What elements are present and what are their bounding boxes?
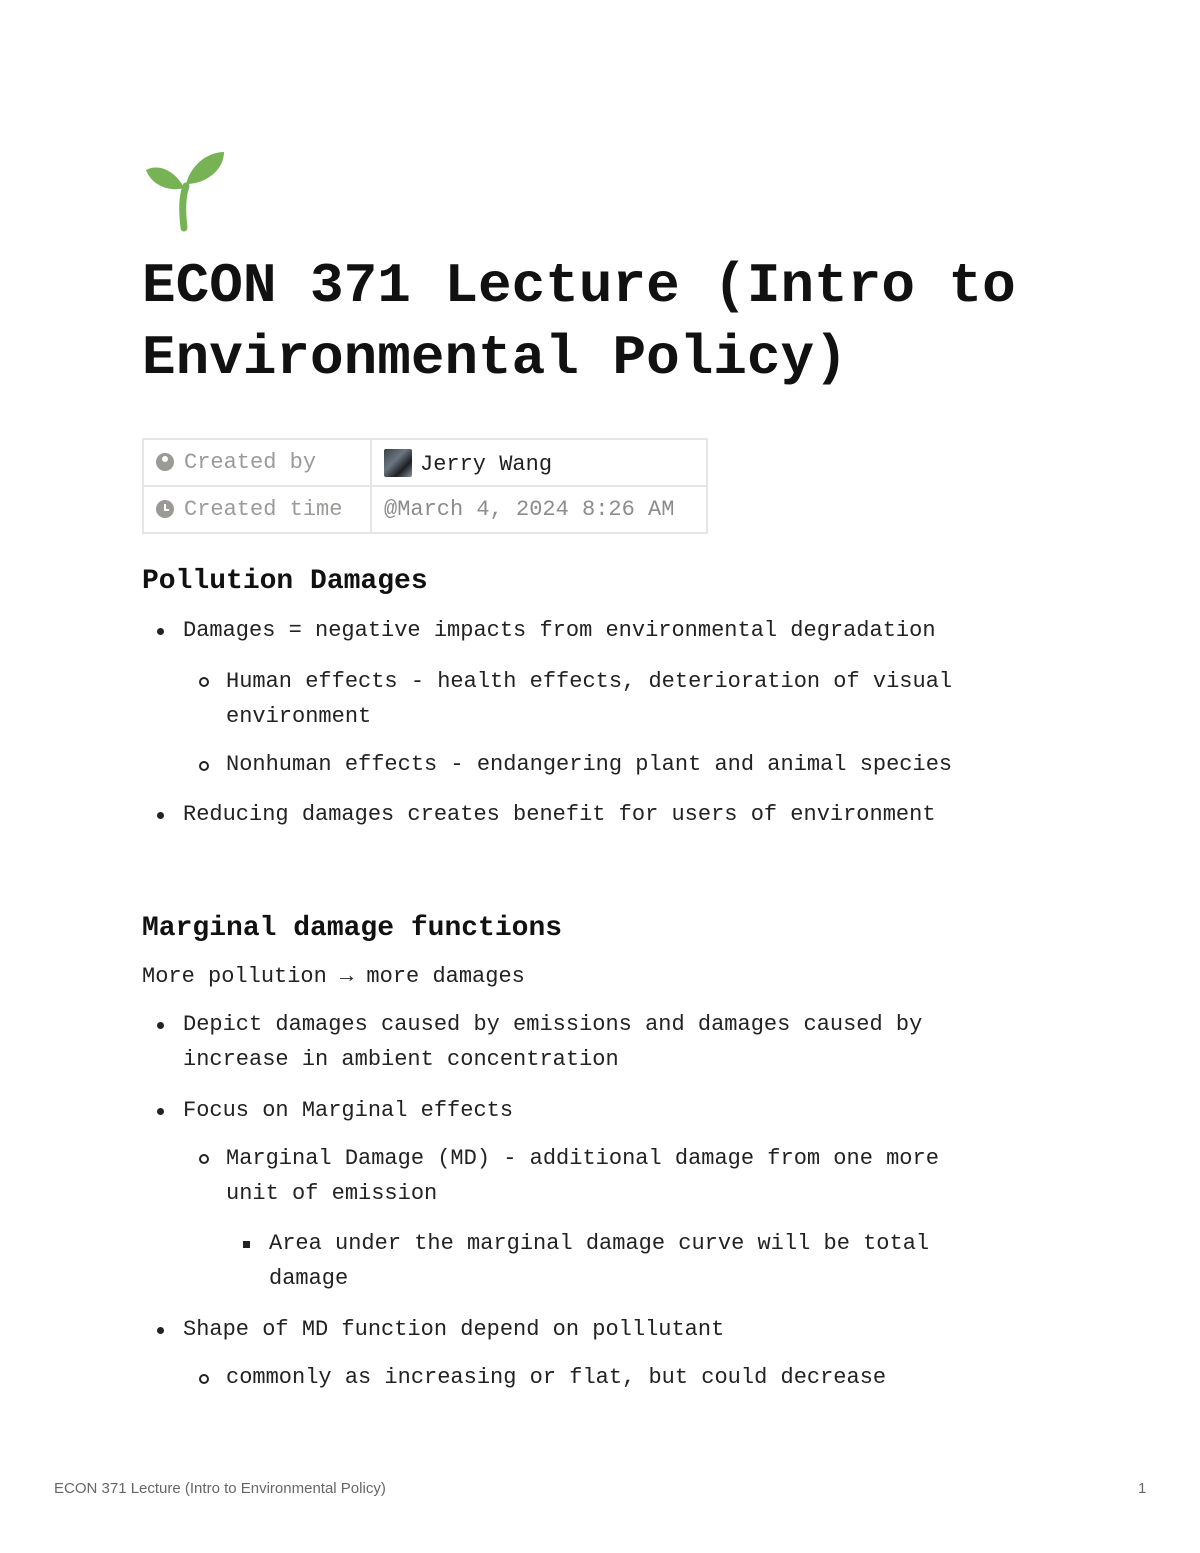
paragraph: More pollution → more damages	[142, 964, 525, 989]
list-item: Reducing damages creates benefit for users of environment	[183, 802, 936, 827]
clock-icon	[156, 500, 174, 518]
list-item: Focus on Marginal effects	[183, 1098, 514, 1123]
property-label: Created time	[184, 497, 343, 522]
bullet-circle	[199, 1154, 209, 1164]
bullet-disc	[157, 628, 164, 635]
section-heading-marginal-damage-functions: Marginal damage functions	[142, 913, 563, 944]
property-name-cell	[143, 486, 371, 533]
list-item: Depict damages caused by emissions and damages caused by	[183, 1012, 923, 1037]
property-value-cell[interactable]	[371, 486, 707, 533]
list-item: Shape of MD function depend on polllutant	[183, 1317, 725, 1342]
page-title: ECON 371 Lecture (Intro to Environmental Policy)	[142, 254, 1016, 390]
created-time: @March 4, 2024 8:26 AM	[384, 497, 675, 522]
list-item: Marginal Damage (MD) - additional damage from one more	[226, 1146, 939, 1171]
footer-page-number: 1	[1138, 1480, 1147, 1497]
list-item-continuation: unit of emission	[226, 1181, 438, 1206]
bullet-circle	[199, 1374, 209, 1384]
property-value-cell[interactable]	[371, 439, 707, 486]
seedling-icon	[144, 148, 228, 232]
footer-doc-title: ECON 371 Lecture (Intro to Environmental Policy)	[54, 1480, 386, 1497]
bullet-disc	[157, 1327, 164, 1334]
properties-table	[142, 438, 708, 534]
property-row	[143, 486, 707, 533]
list-item: Nonhuman effects - endangering plant and animal species	[226, 752, 953, 777]
list-item-continuation: increase in ambient concentration	[183, 1047, 619, 1072]
list-item: Area under the marginal damage curve will be total	[269, 1231, 930, 1256]
creator-name: Jerry Wang	[420, 451, 553, 477]
property-name-cell	[143, 439, 371, 486]
bullet-circle	[199, 677, 209, 687]
bullet-square	[243, 1241, 250, 1248]
list-item: commonly as increasing or flat, but could decrease	[226, 1365, 887, 1390]
list-item-continuation: damage	[269, 1266, 349, 1291]
avatar	[384, 449, 412, 477]
bullet-disc	[157, 1022, 164, 1029]
user-icon	[156, 453, 174, 471]
bullet-disc	[157, 1108, 164, 1115]
list-item: Damages = negative impacts from environmental degradation	[183, 618, 936, 643]
section-heading-pollution-damages: Pollution Damages	[142, 566, 428, 597]
property-label: Created by	[184, 450, 317, 475]
bullet-disc	[157, 812, 164, 819]
list-item: Human effects - health effects, deterioration of visual	[226, 669, 953, 694]
property-row	[143, 439, 707, 486]
list-item-continuation: environment	[226, 704, 372, 729]
bullet-circle	[199, 761, 209, 771]
